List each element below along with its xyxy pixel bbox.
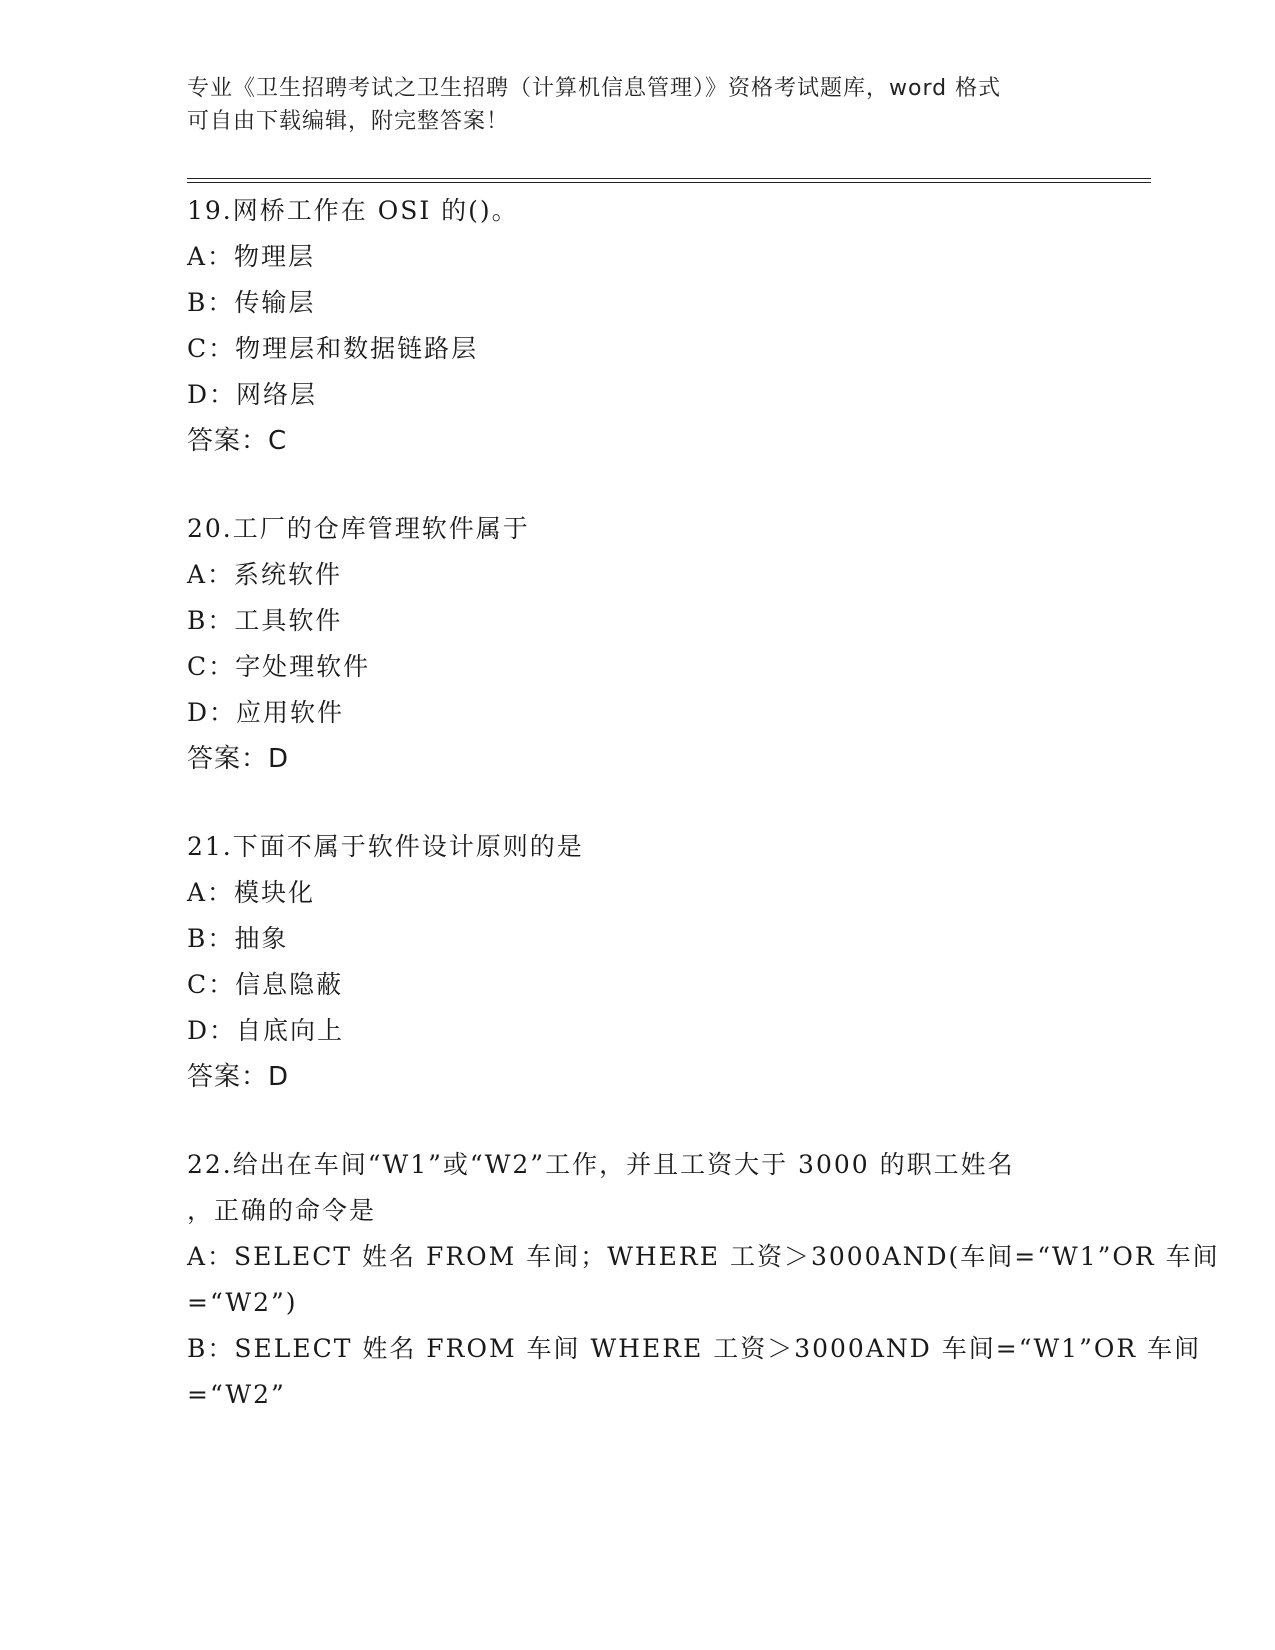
option-b-line-2: =“W2”: [187, 1380, 286, 1409]
option-d: D：应用软件: [187, 698, 345, 727]
option-b: B：传输层: [187, 288, 316, 317]
option-a-line-2: =“W2”): [187, 1288, 298, 1317]
option-b: B：工具软件: [187, 606, 343, 635]
option-c: C：物理层和数据链路层: [187, 334, 479, 363]
question-21: [187, 824, 1087, 1100]
question-stem-line-1: 22.给出在车间“W1”或“W2”工作，并且工资大于 3000 的职工姓名: [187, 1150, 1015, 1179]
option-d: D：自底向上: [187, 1016, 345, 1045]
header-divider-top: [187, 178, 1151, 179]
header-divider-bottom: [187, 182, 1151, 183]
header-line-1: 专业《卫生招聘考试之卫生招聘（计算机信息管理）》资格考试题库，word 格式: [187, 76, 1002, 101]
answer: 答案：D: [187, 1062, 290, 1092]
question-22: [187, 1142, 1220, 1418]
option-b-line-1: B：SELECT 姓名 FROM 车间 WHERE 工资＞3000AND 车间=“W1”OR 车间: [187, 1334, 1202, 1363]
question-stem: 20.工厂的仓库管理软件属于: [187, 514, 530, 543]
question-19: [187, 188, 1087, 464]
option-a-line-1: A：SELECT 姓名 FROM 车间；WHERE 工资＞3000AND(车间=“W1”OR 车间: [187, 1242, 1220, 1271]
answer: 答案：C: [187, 426, 288, 456]
question-stem: 21.下面不属于软件设计原则的是: [187, 832, 584, 861]
option-b: B：抽象: [187, 924, 289, 953]
question-stem: 19.网桥工作在 OSI 的()。: [187, 196, 519, 225]
option-a: A：物理层: [187, 242, 316, 271]
answer: 答案：D: [187, 744, 290, 774]
option-a: A：系统软件: [187, 560, 343, 589]
option-a: A：模块化: [187, 878, 316, 907]
header-line-2: 可自由下载编辑，附完整答案！: [187, 109, 510, 134]
question-20: [187, 506, 1087, 782]
option-d: D：网络层: [187, 380, 318, 409]
option-c: C：信息隐蔽: [187, 970, 344, 999]
document-header: [187, 72, 1067, 138]
question-stem-line-2: ，正确的命令是: [187, 1196, 377, 1225]
option-c: C：字处理软件: [187, 652, 371, 681]
